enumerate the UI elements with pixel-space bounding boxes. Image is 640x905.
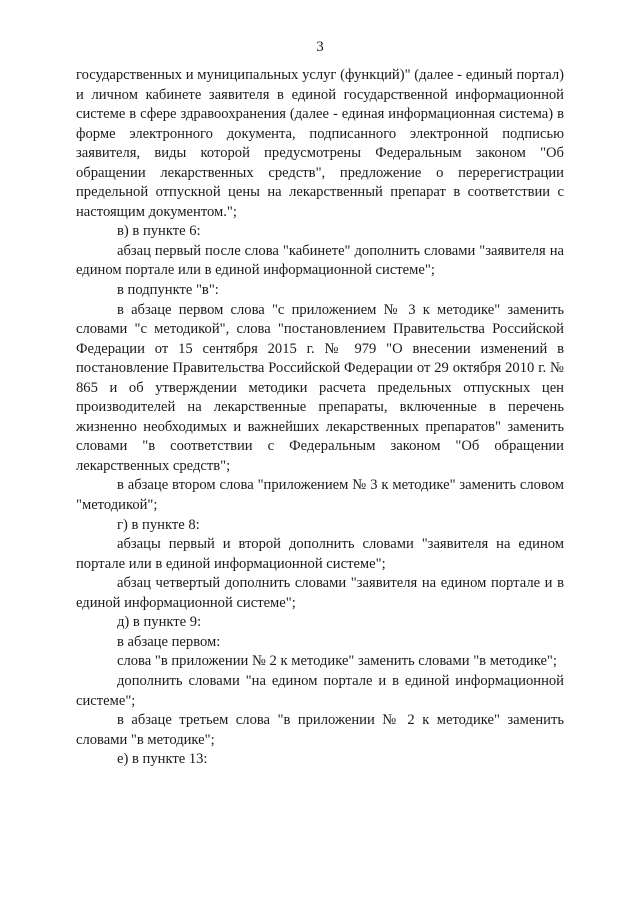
paragraph: дополнить словами "на едином портале и в единой информационной системе"; bbox=[76, 672, 564, 709]
document-body bbox=[76, 66, 564, 770]
paragraph-subitem-d: д) в пункте 9: bbox=[117, 614, 202, 631]
paragraph: в абзаце первом: bbox=[117, 633, 221, 650]
paragraph: абзац четвертый дополнить словами "заявителя на едином портале и в единой информационной системе"; bbox=[76, 575, 564, 611]
paragraph: в абзаце втором слова "приложением № 3 к методике" заменить словом "методикой"; bbox=[76, 477, 564, 514]
paragraph: абзац первый после слова "кабинете" дополнить словами "заявителя на едином портале или в единой информационной системе"; bbox=[76, 242, 564, 279]
paragraph: в абзаце третьем слова "в приложении № 2 к методике" заменить словами "в методике"; bbox=[76, 712, 564, 748]
paragraph: в абзаце первом слова "с приложением № 3 к методике" заменить словами "с методикой", слова "постановлением Правительства Российской Федерации от 15 сентября 2015 г. № 979 "О внесении изменений в постановление Правительства Российской Федерации от 29 октября 2010 г. № 865 и об утверждении методики расчета предельных отпускных цен производителей на лекарственные препараты, включенные в перечень жизненно необходимых и важнейших лекарственных препаратов" заменить словами "в соответствии с Федеральным законом "Об обращении лекарственных средств"; bbox=[76, 301, 564, 474]
paragraph-subitem-e: е) в пункте 13: bbox=[117, 751, 208, 768]
page-number: 3 bbox=[316, 39, 324, 55]
paragraph: в подпункте "в": bbox=[117, 282, 219, 299]
paragraph-subitem-v: в) в пункте 6: bbox=[117, 223, 201, 240]
paragraph: слова "в приложении № 2 к методике" заменить словами "в методике"; bbox=[117, 653, 557, 670]
paragraph-subitem-g: г) в пункте 8: bbox=[117, 516, 200, 533]
paragraph: абзацы первый и второй дополнить словами "заявителя на едином портале или в единой информационной системе"; bbox=[76, 536, 564, 572]
paragraph-continuation: государственных и муниципальных услуг (функций)" (далее - единый портал) и личном кабинете заявителя в единой государственной информационной системе в сфере здравоохранения (далее - единая информационная система) в форме электронного документа, подписанного электронной подписью заявителя, виды которой предусмотрены Федеральным законом "Об обращении лекарственных средств", предложение о перерегистрации предельной отпускной цены на лекарственный препарат в соответствии с настоящим документом."; bbox=[76, 67, 564, 220]
